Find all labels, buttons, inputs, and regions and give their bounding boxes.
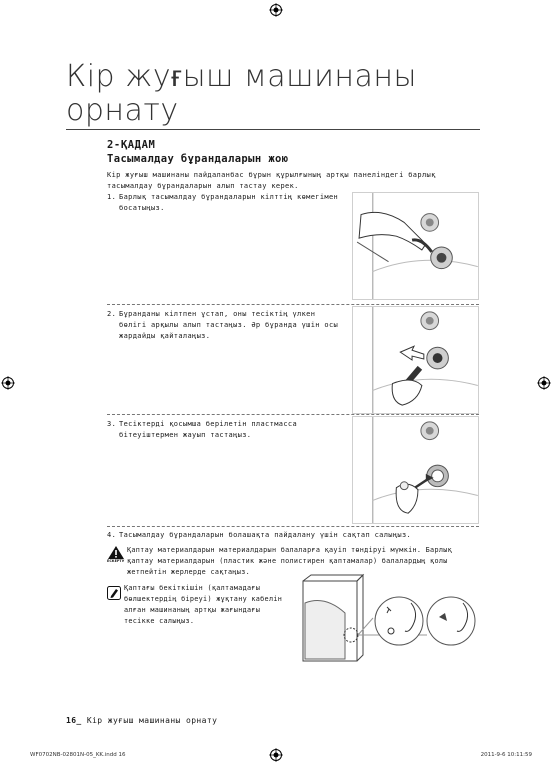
step-intro: Кір жуғыш машинаны пайдаланбас бұрын құрылғының артқы панеліндегі барлық тасымалдау бұрандаларын алып тастау керек. [107,171,436,190]
section-divider [107,414,479,415]
note-icon [107,585,121,599]
page-title [66,60,417,128]
illustration-remove-bolts [352,306,479,414]
item-number: 2. [107,310,117,318]
section-divider [107,304,479,305]
instruction-item-2 [107,309,347,342]
step-label: 2-ҚАДАМ [107,139,156,151]
item-text: Тесіктерді қосымша берілетін пластмасса бітеуіштермен жауып тастаңыз. [119,420,298,439]
item-number: 3. [107,420,117,428]
warning-text: Қаптау материалдарын материалдарын балаларға қауіп төндіруі мүмкін. Барлық қаптау материалдарын (пластик және полистирен қаптамалар) балалардың қолы жетпейтін жерлерде сақтаңыз. [127,546,453,576]
item-number: 1. [107,193,117,201]
note-text: Қаптағы бекіткішін (қалтамадағы бөлшектердің біреуі) жұқтану кабелін алған машинаның артқы жағындағы тесікке салыңыз. [124,584,283,625]
item-text: Барлық тасымалдау бұрандаларын кілттің көмегімен босатыңыз. [119,193,339,212]
instruction-item-3 [107,419,347,441]
print-imprint-date: 2011-9-6 10:11:59 [480,752,532,758]
page-number: 16_ [66,716,82,725]
registration-mark-bottom [269,748,283,762]
registration-mark-left [1,376,15,390]
instruction-item-1 [107,192,347,214]
step-heading: Тасымалдау бұрандаларын жою [107,153,289,165]
illustration-cover-holes [352,416,479,524]
page-title-line1: Кір жуғыш машинаны [66,59,417,94]
registration-mark-right [537,376,551,390]
illustration-loosen-bolts [352,192,479,300]
section-divider [107,526,479,527]
registration-mark-top [269,3,283,17]
title-divider [66,129,480,130]
footer-section-title: Кір жуғыш машинаны орнату [81,716,218,725]
warning-label: ЕСКЕРТУ [107,559,125,563]
item-number: 4. [107,531,117,539]
item-text: Тасымалдау бұрандаларын болашақта пайдалану үшін сақтап салыңыз. [119,531,412,539]
item-text: Бұранданы кілтпен ұстап, оны тесіктің үлкен бөлігі арқылы алып тастаңыз. Әр бұранда үшін осы жардайды қайталаңыз. [119,310,339,340]
print-imprint-file: WF0702NB-02801N-05_KK.indd 16 [30,752,126,758]
page-footer [66,716,217,725]
instruction-item-4 [107,530,411,541]
illustration-holder-placement [295,573,479,665]
page-title-line2: орнату [66,93,179,128]
